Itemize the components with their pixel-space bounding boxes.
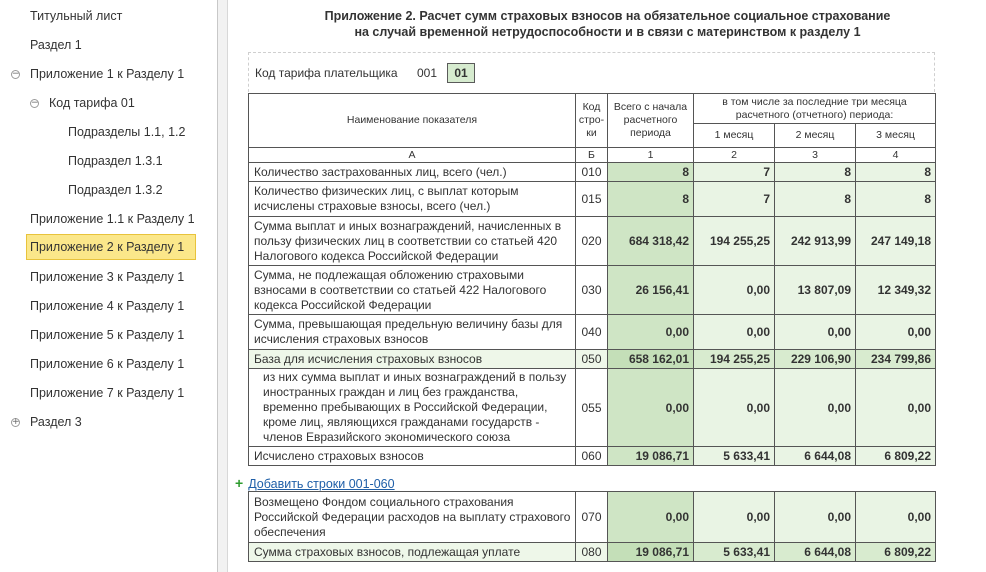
value-cell-total[interactable]: 0,00 xyxy=(608,492,694,543)
row-name: Сумма страховых взносов, подлежащая уплате xyxy=(249,543,576,562)
value-cell-month-1[interactable]: 194 255,25 xyxy=(694,350,775,369)
value-cell-month-3[interactable]: 6 809,22 xyxy=(856,447,936,466)
sidebar-item-label: Приложение 1 к Разделу 1 xyxy=(30,67,185,81)
value-cell-month-2[interactable]: 13 807,09 xyxy=(775,266,856,315)
collapse-icon[interactable]: − xyxy=(31,98,39,108)
table-row-010 xyxy=(249,163,936,182)
row-code: 040 xyxy=(576,315,608,350)
value-cell-month-1[interactable]: 7 xyxy=(694,182,775,217)
value-cell-total[interactable]: 684 318,42 xyxy=(608,217,694,266)
sidebar-item-appendix-3[interactable] xyxy=(0,264,216,290)
sidebar-item-appendix-6[interactable] xyxy=(0,351,216,377)
table-row-050 xyxy=(249,350,936,369)
header-code: Код стро-ки xyxy=(576,94,608,148)
header-name: Наименование показателя xyxy=(249,94,576,148)
value-cell-month-1[interactable]: 0,00 xyxy=(694,266,775,315)
sidebar-item-label: Титульный лист xyxy=(30,9,123,23)
sidebar-item-label: Подраздел 1.3.2 xyxy=(68,183,163,197)
sidebar-item-label: Подразделы 1.1, 1.2 xyxy=(68,125,186,139)
sidebar-item-appendix-2[interactable] xyxy=(26,234,196,260)
index-cell: А xyxy=(249,148,576,163)
row-name: База для исчисления страховых взносов xyxy=(249,350,576,369)
header-month-3: 3 месяц xyxy=(856,124,936,148)
value-cell-month-1[interactable]: 0,00 xyxy=(694,369,775,447)
tariff-code-field[interactable]: 01 xyxy=(447,63,475,83)
sidebar-item-appendix-1[interactable] xyxy=(0,61,216,87)
value-cell-total[interactable]: 26 156,41 xyxy=(608,266,694,315)
value-cell-month-2[interactable]: 242 913,99 xyxy=(775,217,856,266)
sidebar-item-appendix-7[interactable] xyxy=(0,380,216,406)
value-cell-month-3[interactable]: 0,00 xyxy=(856,315,936,350)
value-cell-month-2[interactable]: 0,00 xyxy=(775,492,856,543)
header-last-three-months: в том числе за последние три месяца расчетного (отчетного) периода: xyxy=(694,94,936,124)
expand-icon[interactable]: + xyxy=(12,417,20,427)
row-code: 050 xyxy=(576,350,608,369)
value-cell-month-3[interactable]: 0,00 xyxy=(856,492,936,543)
value-cell-month-1[interactable]: 194 255,25 xyxy=(694,217,775,266)
sidebar-item-label: Приложение 2 к Разделу 1 xyxy=(30,240,185,254)
sidebar-item-label: Код тарифа 01 xyxy=(49,96,135,110)
calculation-table xyxy=(248,93,936,466)
main-panel xyxy=(229,0,986,572)
sidebar-item-label: Приложение 5 к Разделу 1 xyxy=(30,328,185,342)
value-cell-month-2[interactable]: 0,00 xyxy=(775,315,856,350)
sidebar-item-appendix-5[interactable] xyxy=(0,322,216,348)
value-cell-total[interactable]: 8 xyxy=(608,163,694,182)
sidebar-item-label: Раздел 3 xyxy=(30,415,82,429)
row-name: Исчислено страховых взносов xyxy=(249,447,576,466)
table-row-015 xyxy=(249,182,936,217)
sidebar-item-subsection-1-3-2[interactable] xyxy=(0,177,216,203)
sidebar-item-section-3[interactable] xyxy=(0,409,216,435)
row-code: 060 xyxy=(576,447,608,466)
tariff-panel xyxy=(248,52,935,92)
value-cell-month-3[interactable]: 234 799,86 xyxy=(856,350,936,369)
sidebar-item-label: Приложение 6 к Разделу 1 xyxy=(30,357,185,371)
table-row-055 xyxy=(249,369,936,447)
value-cell-month-2[interactable]: 8 xyxy=(775,163,856,182)
value-cell-total[interactable]: 19 086,71 xyxy=(608,447,694,466)
tariff-label: Код тарифа плательщика xyxy=(255,66,398,80)
sidebar-item-tariff-code-01[interactable] xyxy=(0,90,216,116)
add-rows-control[interactable] xyxy=(235,475,395,491)
page-title xyxy=(229,8,986,40)
page-title-line-1: Приложение 2. Расчет сумм страховых взносов на обязательное социальное страхование xyxy=(324,9,891,23)
page-title-line-2: на случай временной нетрудоспособности и в связи с материнством к разделу 1 xyxy=(354,25,861,39)
sidebar-tree xyxy=(0,0,218,572)
sidebar-item-label: Раздел 1 xyxy=(30,38,82,52)
table-row-020 xyxy=(249,217,936,266)
row-name: Количество застрахованных лиц, всего (чел.) xyxy=(249,163,576,182)
index-cell: Б xyxy=(576,148,608,163)
value-cell-month-3[interactable]: 6 809,22 xyxy=(856,543,936,562)
row-code: 030 xyxy=(576,266,608,315)
value-cell-month-3[interactable]: 8 xyxy=(856,163,936,182)
sidebar-item-label: Подраздел 1.3.1 xyxy=(68,154,163,168)
tariff-value: 001 xyxy=(417,66,438,80)
sidebar-item-label: Приложение 3 к Разделу 1 xyxy=(30,270,185,284)
sidebar-item-subsections-1-1-1-2[interactable] xyxy=(0,119,216,145)
value-cell-month-1[interactable]: 5 633,41 xyxy=(694,543,775,562)
row-name: Сумма, превышающая предельную величину базы для исчисления страховых взносов xyxy=(249,315,576,350)
value-cell-total[interactable]: 19 086,71 xyxy=(608,543,694,562)
row-code: 020 xyxy=(576,217,608,266)
table-row-080 xyxy=(249,543,936,562)
value-cell-month-1[interactable]: 0,00 xyxy=(694,315,775,350)
value-cell-month-3[interactable]: 0,00 xyxy=(856,369,936,447)
table-row-030 xyxy=(249,266,936,315)
row-code: 010 xyxy=(576,163,608,182)
value-cell-total[interactable]: 0,00 xyxy=(608,369,694,447)
sidebar-item-subsection-1-3-1[interactable] xyxy=(0,148,216,174)
row-code: 080 xyxy=(576,543,608,562)
index-cell: 3 xyxy=(775,148,856,163)
add-rows-link[interactable]: Добавить строки 001-060 xyxy=(248,477,395,491)
index-cell: 2 xyxy=(694,148,775,163)
sidebar-item-appendix-4[interactable] xyxy=(0,293,216,319)
sidebar-item-label: Приложение 7 к Разделу 1 xyxy=(30,386,185,400)
sidebar-item-label: Приложение 4 к Разделу 1 xyxy=(30,299,185,313)
panel-splitter[interactable] xyxy=(218,0,228,572)
sidebar-item-title-page[interactable] xyxy=(0,3,216,29)
row-name: Сумма, не подлежащая обложению страховыми взносами в соответствии со статьей 422 Налогового кодекса Российской Федерации xyxy=(249,266,576,315)
row-code: 055 xyxy=(576,369,608,447)
header-month-2: 2 месяц xyxy=(775,124,856,148)
calculation-table-lower xyxy=(248,491,936,562)
value-cell-total[interactable]: 8 xyxy=(608,182,694,217)
value-cell-month-2[interactable]: 6 644,08 xyxy=(775,543,856,562)
value-cell-month-1[interactable]: 5 633,41 xyxy=(694,447,775,466)
value-cell-month-3[interactable]: 12 349,32 xyxy=(856,266,936,315)
row-code: 015 xyxy=(576,182,608,217)
header-month-1: 1 месяц xyxy=(694,124,775,148)
value-cell-month-2[interactable]: 0,00 xyxy=(775,369,856,447)
sidebar-item-label: Приложение 1.1 к Разделу 1 xyxy=(30,212,195,226)
value-cell-total[interactable]: 0,00 xyxy=(608,315,694,350)
value-cell-month-1[interactable]: 0,00 xyxy=(694,492,775,543)
value-cell-total[interactable]: 658 162,01 xyxy=(608,350,694,369)
value-cell-month-3[interactable]: 247 149,18 xyxy=(856,217,936,266)
index-cell: 1 xyxy=(608,148,694,163)
header-total: Всего с начала расчетного периода xyxy=(608,94,694,148)
value-cell-month-2[interactable]: 229 106,90 xyxy=(775,350,856,369)
table-row-060 xyxy=(249,447,936,466)
row-name: Возмещено Фондом социального страхования Российской Федерации расходов на выплату страхового обеспечения xyxy=(249,492,576,543)
index-cell: 4 xyxy=(856,148,936,163)
row-name: из них сумма выплат и иных вознаграждений в пользу иностранных граждан и лиц без гражданства, временно пребывающих в Российской Федерации, кроме лиц, являющихся гражданами государств - членов Евразийского экономического союза xyxy=(249,369,576,447)
add-icon[interactable]: + xyxy=(235,475,244,491)
collapse-icon[interactable]: − xyxy=(12,69,20,79)
value-cell-month-2[interactable]: 6 644,08 xyxy=(775,447,856,466)
value-cell-month-3[interactable]: 8 xyxy=(856,182,936,217)
value-cell-month-1[interactable]: 7 xyxy=(694,163,775,182)
value-cell-month-2[interactable]: 8 xyxy=(775,182,856,217)
table-row-040 xyxy=(249,315,936,350)
row-name: Количество физических лиц, с выплат которым исчислены страховые взносы, всего (чел.) xyxy=(249,182,576,217)
table-row-070 xyxy=(249,492,936,543)
sidebar-item-section-1[interactable] xyxy=(0,32,216,58)
row-code: 070 xyxy=(576,492,608,543)
row-name: Сумма выплат и иных вознаграждений, начисленных в пользу физических лиц в соответствии со статьей 420 Налогового кодекса Российской Федерации xyxy=(249,217,576,266)
sidebar-item-appendix-1-1[interactable] xyxy=(0,206,216,232)
